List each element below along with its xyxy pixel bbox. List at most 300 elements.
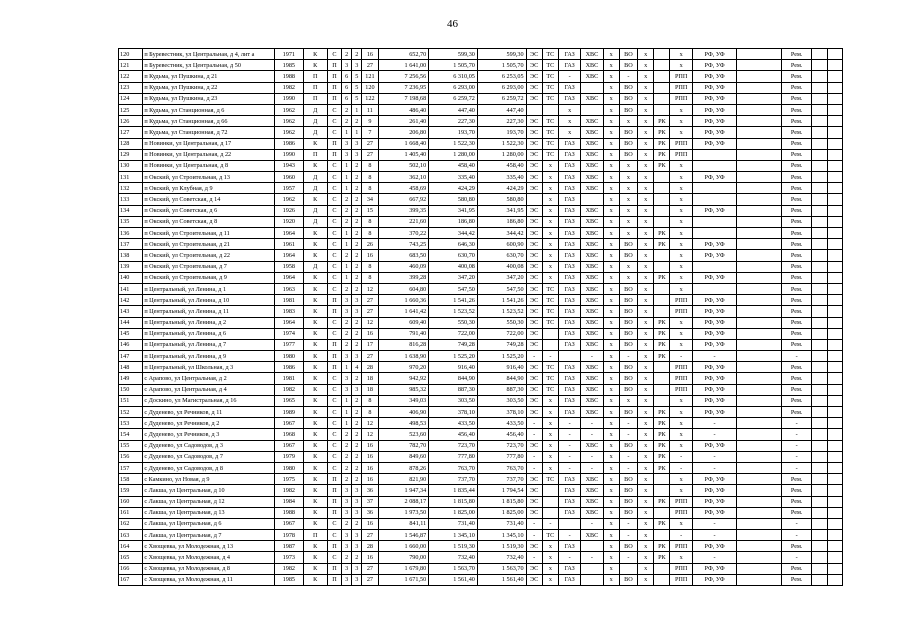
table-cell: ХВС — [581, 239, 603, 250]
table-cell: ЭС — [526, 250, 542, 261]
table-cell: С — [327, 384, 341, 395]
table-cell: х — [558, 104, 580, 115]
table-cell: 3 — [352, 351, 362, 362]
table-cell: 2 — [352, 228, 362, 239]
table-cell: 1 — [352, 127, 362, 138]
table-cell: 8 — [362, 183, 378, 194]
table-cell: 1975 — [275, 474, 303, 485]
table-cell — [827, 574, 842, 585]
table-cell: 460,09 — [378, 261, 429, 272]
table-cell — [737, 82, 782, 93]
table-cell — [827, 104, 842, 115]
table-cell: 139 — [119, 261, 143, 272]
table-cell: Д — [303, 183, 327, 194]
table-cell: 3 — [342, 574, 352, 585]
table-cell — [737, 317, 782, 328]
table-cell: 347,20 — [477, 272, 526, 283]
table-cell: 1 519,30 — [477, 541, 526, 552]
table-cell: ВО — [619, 496, 637, 507]
table-cell: 138 — [119, 250, 143, 261]
table-cell: - — [692, 418, 737, 429]
table-cell — [737, 339, 782, 350]
table-cell: х — [670, 328, 692, 339]
table-cell: Рем. — [782, 228, 812, 239]
table-cell: К — [303, 429, 327, 440]
table-cell: 1 — [342, 418, 352, 429]
table-cell: РПП — [670, 71, 692, 82]
table-cell — [812, 541, 827, 552]
table-cell: РК — [654, 518, 670, 529]
table-cell — [827, 563, 842, 574]
table-cell: 142 — [119, 295, 143, 306]
table-cell: 821,90 — [378, 474, 429, 485]
table-cell — [812, 283, 827, 294]
table-cell: 152 — [119, 407, 143, 418]
table-cell: 28 — [362, 541, 378, 552]
table-cell: РК — [654, 160, 670, 171]
table-row — [119, 116, 843, 127]
table-cell: ХВС — [581, 395, 603, 406]
table-cell — [812, 160, 827, 171]
table-cell: х — [638, 496, 654, 507]
table-cell: 790,00 — [378, 552, 429, 563]
table-cell: К — [303, 328, 327, 339]
table-cell: 3 — [352, 541, 362, 552]
table-cell: 502,10 — [378, 160, 429, 171]
page-number: 46 — [447, 18, 458, 30]
table-cell: Рем. — [782, 317, 812, 328]
table-cell: с Лакша, ул Центральная, д 7 — [143, 530, 275, 541]
table-cell: 147 — [119, 351, 143, 362]
table-cell: х — [638, 205, 654, 216]
table-cell: 344,42 — [477, 228, 526, 239]
table-cell — [827, 93, 842, 104]
table-cell: х — [603, 552, 619, 563]
table-cell: 737,70 — [429, 474, 478, 485]
table-cell: х — [619, 395, 637, 406]
table-cell: К — [303, 272, 327, 283]
table-cell: 3 — [352, 60, 362, 71]
table-cell: 1 — [342, 362, 352, 373]
table-cell: 1986 — [275, 362, 303, 373]
table-cell: 2 — [342, 49, 352, 60]
table-cell: 3 — [342, 563, 352, 574]
table-cell: х — [638, 530, 654, 541]
table-cell: 1 — [342, 395, 352, 406]
table-cell: 143 — [119, 306, 143, 317]
table-cell: П — [327, 71, 341, 82]
table-cell — [812, 183, 827, 194]
table-cell: п Новинки, ул Центральная, д 22 — [143, 149, 275, 160]
table-cell — [827, 395, 842, 406]
table-cell: 1982 — [275, 563, 303, 574]
table-cell: 1 660,00 — [378, 541, 429, 552]
table-cell: - — [558, 530, 580, 541]
table-cell — [654, 283, 670, 294]
table-cell: 16 — [362, 462, 378, 473]
table-cell: х — [638, 362, 654, 373]
table-cell: с Лакша, ул Центральная, д 13 — [143, 507, 275, 518]
table-cell: 723,70 — [477, 440, 526, 451]
table-cell: х — [670, 429, 692, 440]
table-cell — [737, 474, 782, 485]
table-cell — [542, 328, 558, 339]
table-cell — [737, 160, 782, 171]
table-cell: ТС — [542, 306, 558, 317]
table-cell: ЭС — [526, 127, 542, 138]
table-cell: 2 — [352, 205, 362, 216]
table-cell: х — [603, 395, 619, 406]
table-cell: - — [782, 440, 812, 451]
table-cell: Рем. — [782, 116, 812, 127]
table-cell: 4 — [352, 362, 362, 373]
table-cell: РФ, УФ — [692, 82, 737, 93]
table-cell: 167 — [119, 574, 143, 585]
table-cell — [737, 194, 782, 205]
table-cell: 370,22 — [378, 228, 429, 239]
table-cell — [812, 407, 827, 418]
table-cell: 154 — [119, 429, 143, 440]
table-cell: Рем. — [782, 82, 812, 93]
table-cell: 1979 — [275, 451, 303, 462]
table-cell: РФ, УФ — [692, 373, 737, 384]
table-cell: 3 — [342, 496, 352, 507]
table-cell: ВО — [619, 328, 637, 339]
table-cell: 609,40 — [378, 317, 429, 328]
table-cell — [654, 82, 670, 93]
table-cell — [737, 272, 782, 283]
table-cell: РФ, УФ — [692, 116, 737, 127]
table-cell: 132 — [119, 183, 143, 194]
table-cell: 9 — [362, 116, 378, 127]
table-cell: - — [526, 518, 542, 529]
table-cell: х — [603, 541, 619, 552]
table-cell: ЭС — [526, 328, 542, 339]
table-cell: 424,29 — [429, 183, 478, 194]
table-cell: К — [303, 339, 327, 350]
table-cell: п Центральный, ул Ленина, д 7 — [143, 339, 275, 350]
table-cell — [812, 317, 827, 328]
table-cell: 2 — [342, 429, 352, 440]
table-cell: х — [603, 373, 619, 384]
table-cell: х — [603, 429, 619, 440]
table-cell — [654, 216, 670, 227]
table-cell: 458,40 — [429, 160, 478, 171]
table-cell: К — [303, 351, 327, 362]
table-cell: п Центральный, ул Ленина, д 10 — [143, 295, 275, 306]
table-cell: п Центральный, ул Ленина, д 1 — [143, 283, 275, 294]
table-cell: РПП — [670, 507, 692, 518]
table-cell: х — [638, 295, 654, 306]
table-cell: ХВС — [581, 60, 603, 71]
table-cell: С — [327, 462, 341, 473]
table-cell: п Окский, ул Строительная, д 22 — [143, 250, 275, 261]
table-cell: Рем. — [782, 474, 812, 485]
table-cell: 144 — [119, 317, 143, 328]
table-cell: х — [603, 339, 619, 350]
table-cell: П — [303, 82, 327, 93]
table-cell: 2 — [352, 239, 362, 250]
table-cell: - — [558, 429, 580, 440]
table-cell: ЭС — [526, 138, 542, 149]
table-cell — [654, 60, 670, 71]
table-cell: 732,40 — [477, 552, 526, 563]
table-cell — [827, 518, 842, 529]
table-cell: 153 — [119, 418, 143, 429]
table-cell: РФ, УФ — [692, 496, 737, 507]
table-row — [119, 552, 843, 563]
table-cell: ТС — [542, 283, 558, 294]
table-row — [119, 49, 843, 60]
table-cell: 227,30 — [477, 116, 526, 127]
table-cell: 1986 — [275, 138, 303, 149]
table-cell: х — [638, 317, 654, 328]
table-cell: 17 — [362, 339, 378, 350]
table-cell: 399,35 — [378, 205, 429, 216]
table-cell: ХВС — [581, 317, 603, 328]
table-cell — [812, 496, 827, 507]
table-cell: 731,40 — [429, 518, 478, 529]
table-cell: С — [327, 530, 341, 541]
table-cell: 156 — [119, 451, 143, 462]
table-cell: 1 — [342, 261, 352, 272]
table-cell: Д — [303, 261, 327, 272]
table-cell: - — [526, 462, 542, 473]
table-cell — [812, 82, 827, 93]
table-cell: ГАЗ — [558, 541, 580, 552]
table-cell: ТС — [542, 317, 558, 328]
table-cell: х — [638, 60, 654, 71]
table-cell: х — [603, 574, 619, 585]
table-cell: Рем. — [782, 194, 812, 205]
table-cell: РПП — [670, 138, 692, 149]
table-cell: х — [638, 552, 654, 563]
table-cell — [737, 351, 782, 362]
table-row — [119, 462, 843, 473]
table-cell: К — [303, 228, 327, 239]
table-cell — [827, 317, 842, 328]
table-cell: РК — [654, 451, 670, 462]
table-cell: 341,95 — [429, 205, 478, 216]
table-cell — [654, 530, 670, 541]
table-cell: РФ, УФ — [692, 104, 737, 115]
table-cell: ХВС — [581, 507, 603, 518]
table-cell — [558, 518, 580, 529]
table-cell: 122 — [362, 93, 378, 104]
table-cell: С — [327, 552, 341, 563]
table-cell: - — [670, 351, 692, 362]
table-cell: ЭС — [526, 507, 542, 518]
table-cell: 2 — [352, 250, 362, 261]
table-cell: 5 — [352, 93, 362, 104]
table-cell: ТС — [542, 138, 558, 149]
table-row — [119, 250, 843, 261]
table-cell: 1 — [342, 160, 352, 171]
table-cell — [654, 306, 670, 317]
table-cell — [654, 194, 670, 205]
table-cell: х — [603, 384, 619, 395]
table-cell: 1964 — [275, 250, 303, 261]
table-cell: 782,70 — [378, 440, 429, 451]
table-cell: РПП — [670, 82, 692, 93]
table-cell: х — [603, 351, 619, 362]
table-cell: 1 563,70 — [429, 563, 478, 574]
table-cell: 159 — [119, 485, 143, 496]
table-cell: с Хвощевка, ул Молодежная, д 11 — [143, 574, 275, 585]
table-cell: 5 — [352, 82, 362, 93]
table-cell: х — [603, 418, 619, 429]
table-cell: х — [670, 60, 692, 71]
table-cell — [542, 104, 558, 115]
table-cell: 1 660,36 — [378, 295, 429, 306]
table-cell: 3 — [352, 295, 362, 306]
table-cell: Рем. — [782, 239, 812, 250]
table-cell: х — [638, 462, 654, 473]
table-cell: ЭС — [526, 82, 542, 93]
table-cell — [827, 541, 842, 552]
table-cell: ВО — [619, 239, 637, 250]
table-cell: ХВС — [581, 485, 603, 496]
table-cell: х — [542, 194, 558, 205]
table-cell: РПП — [670, 563, 692, 574]
table-cell: 1 — [342, 183, 352, 194]
table-cell: ТС — [542, 384, 558, 395]
table-cell: ХВС — [581, 127, 603, 138]
table-cell: х — [638, 239, 654, 250]
table-cell: Рем. — [782, 172, 812, 183]
table-cell: 12 — [362, 418, 378, 429]
table-cell: 27 — [362, 306, 378, 317]
table-cell — [542, 496, 558, 507]
table-cell: 1 561,40 — [477, 574, 526, 585]
table-cell: РФ, УФ — [692, 172, 737, 183]
table-cell: 2 — [342, 104, 352, 115]
table-cell: х — [638, 250, 654, 261]
table-cell: 221,60 — [378, 216, 429, 227]
table-cell: 163 — [119, 530, 143, 541]
table-cell: К — [303, 496, 327, 507]
table-cell: 2 — [342, 317, 352, 328]
table-row — [119, 283, 843, 294]
table-cell — [737, 306, 782, 317]
table-cell: 149 — [119, 373, 143, 384]
table-cell: 12 — [362, 317, 378, 328]
table-row — [119, 440, 843, 451]
table-cell: х — [638, 518, 654, 529]
table-cell: 166 — [119, 563, 143, 574]
table-cell: - — [581, 552, 603, 563]
table-cell: х — [542, 216, 558, 227]
table-cell: 7 236,95 — [378, 82, 429, 93]
table-cell: Рем. — [782, 183, 812, 194]
table-cell: х — [670, 250, 692, 261]
table-cell: х — [670, 205, 692, 216]
table-cell: х — [558, 127, 580, 138]
table-cell: 1982 — [275, 82, 303, 93]
table-cell: ВО — [619, 295, 637, 306]
table-cell: К — [303, 440, 327, 451]
table-cell — [827, 261, 842, 272]
table-cell: 3 — [342, 541, 352, 552]
table-cell: Рем. — [782, 127, 812, 138]
table-cell: П — [303, 71, 327, 82]
table-cell: 1 641,00 — [378, 60, 429, 71]
table-cell: 16 — [362, 451, 378, 462]
table-cell: х — [619, 160, 637, 171]
table-cell: х — [603, 295, 619, 306]
table-cell: х — [638, 339, 654, 350]
table-cell: 2 — [352, 429, 362, 440]
table-cell: х — [603, 93, 619, 104]
table-cell: 1971 — [275, 49, 303, 60]
table-cell: х — [542, 462, 558, 473]
table-cell: 1 563,70 — [477, 563, 526, 574]
table-cell: х — [542, 552, 558, 563]
table-cell: Рем. — [782, 93, 812, 104]
table-cell: ХВС — [581, 261, 603, 272]
table-cell: х — [619, 228, 637, 239]
table-cell: Рем. — [782, 507, 812, 518]
table-cell: 341,95 — [477, 205, 526, 216]
table-cell: 1 671,50 — [378, 574, 429, 585]
table-cell: К — [303, 295, 327, 306]
table-cell: 749,28 — [429, 339, 478, 350]
table-cell — [737, 574, 782, 585]
table-cell: х — [638, 418, 654, 429]
table-cell — [737, 149, 782, 160]
table-cell: ХВС — [581, 149, 603, 160]
table-cell: ХВС — [581, 384, 603, 395]
table-cell: ЭС — [526, 283, 542, 294]
table-cell: х — [603, 228, 619, 239]
table-cell: ХВС — [581, 71, 603, 82]
table-cell: С — [327, 429, 341, 440]
table-cell — [737, 496, 782, 507]
table-cell: ВО — [619, 82, 637, 93]
table-cell: ГАЗ — [558, 373, 580, 384]
table-cell: ЭС — [526, 541, 542, 552]
table-cell: ГАЗ — [558, 93, 580, 104]
table-cell — [526, 194, 542, 205]
table-cell: ЭС — [526, 160, 542, 171]
table-row — [119, 60, 843, 71]
table-cell: х — [542, 160, 558, 171]
table-cell: х — [670, 116, 692, 127]
table-cell: 1964 — [275, 272, 303, 283]
table-cell: 3 — [342, 306, 352, 317]
table-cell: 1 — [342, 239, 352, 250]
table-cell: х — [542, 183, 558, 194]
table-cell: п Окский, ул Строительная, д 11 — [143, 228, 275, 239]
table-cell: - — [526, 530, 542, 541]
table-cell — [812, 228, 827, 239]
table-cell: - — [581, 429, 603, 440]
table-cell: х — [638, 429, 654, 440]
table-cell: ХВС — [581, 138, 603, 149]
table-cell: х — [619, 272, 637, 283]
table-cell: К — [303, 239, 327, 250]
table-cell — [812, 116, 827, 127]
table-cell: 3 — [352, 563, 362, 574]
table-cell — [812, 261, 827, 272]
table-cell: 1 641,42 — [378, 306, 429, 317]
table-row — [119, 317, 843, 328]
table-cell: 2 — [342, 328, 352, 339]
table-cell: ЭС — [526, 440, 542, 451]
table-cell: 148 — [119, 362, 143, 373]
table-cell: 667,92 — [378, 194, 429, 205]
table-cell: 2 088,17 — [378, 496, 429, 507]
